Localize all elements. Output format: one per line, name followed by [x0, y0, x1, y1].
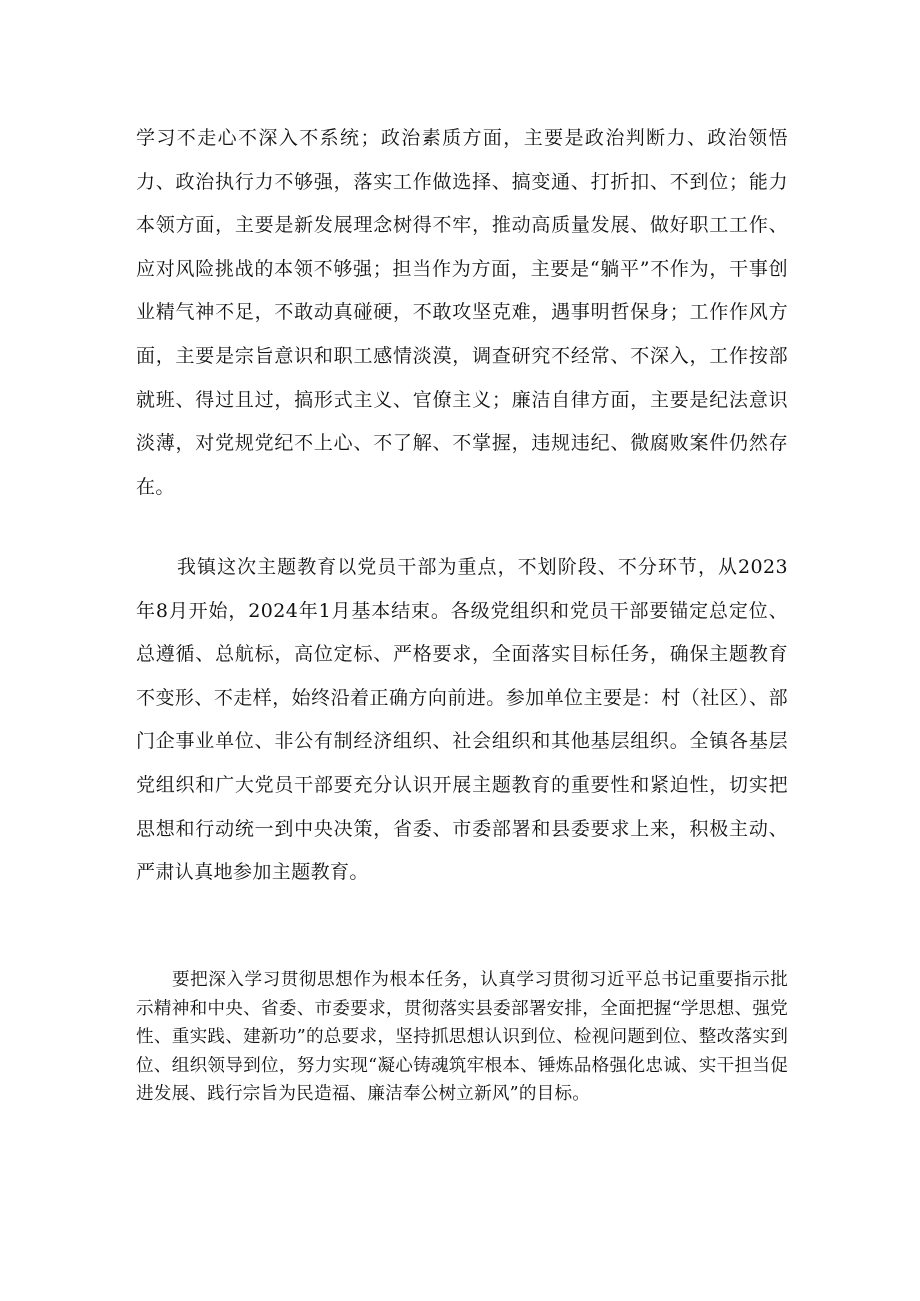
- paragraph-3: 要把深入学习贯彻思想作为根本任务，认真学习贯彻习近平总书记重要指示批示精神和中央、省委、市委要求，贯彻落实县委部署安排，全面把握“学思想、强党性、重实践、建新功”的总要求，坚持抓思想认识到位、检视问题到位、整改落实到位、组织领导到位，努力实现“凝心铸魂筑牢根本、锤炼品格强化忠诚、实干担当促进发展、践行宗旨为民造福、廉洁奉公树立新风”的目标。: [136, 970, 788, 1105]
- paragraph-1: 学习不走心不深入不系统；政治素质方面，主要是政治判断力、政治领悟力、政治执行力不够强，落实工作做选择、搞变通、打折扣、不到位；能力本领方面，主要是新发展理念树得不牢，推动高质量发展、做好职工工作、应对风险挑战的本领不够强；担当作为方面，主要是“躺平”不作为，干事创业精气神不足，不敢动真碰硬，不敢攻坚克难，遇事明哲保身；工作作风方面，主要是宗旨意识和职工感情淡漠，调查研究不经常、不深入，工作按部就班、得过且过，搞形式主义、官僚主义；廉洁自律方面，主要是纪法意识淡薄，对党规党纪不上心、不了解、不掌握，违规违纪、微腐败案件仍然存在。: [136, 127, 788, 498]
- paragraph-2: 我镇这次主题教育以党员干部为重点，不划阶段、不分环节，从2023年8月开始，2024年1月基本结束。各级党组织和党员干部要锚定总定位、总遵循、总航标，高位定标、严格要求，全面落实目标任务，确保主题教育不变形、不走样，始终沿着正确方向前进。参加单位主要是：村（社区）、部门企事业单位、非公有制经济组织、社会组织和其他基层组织。全镇各基层党组织和广大党员干部要充分认识开展主题教育的重要性和紧迫性，切实把思想和行动统一到中央决策，省委、市委部署和县委要求上来，积极主动、严肃认真地参加主题教育。: [136, 556, 788, 884]
